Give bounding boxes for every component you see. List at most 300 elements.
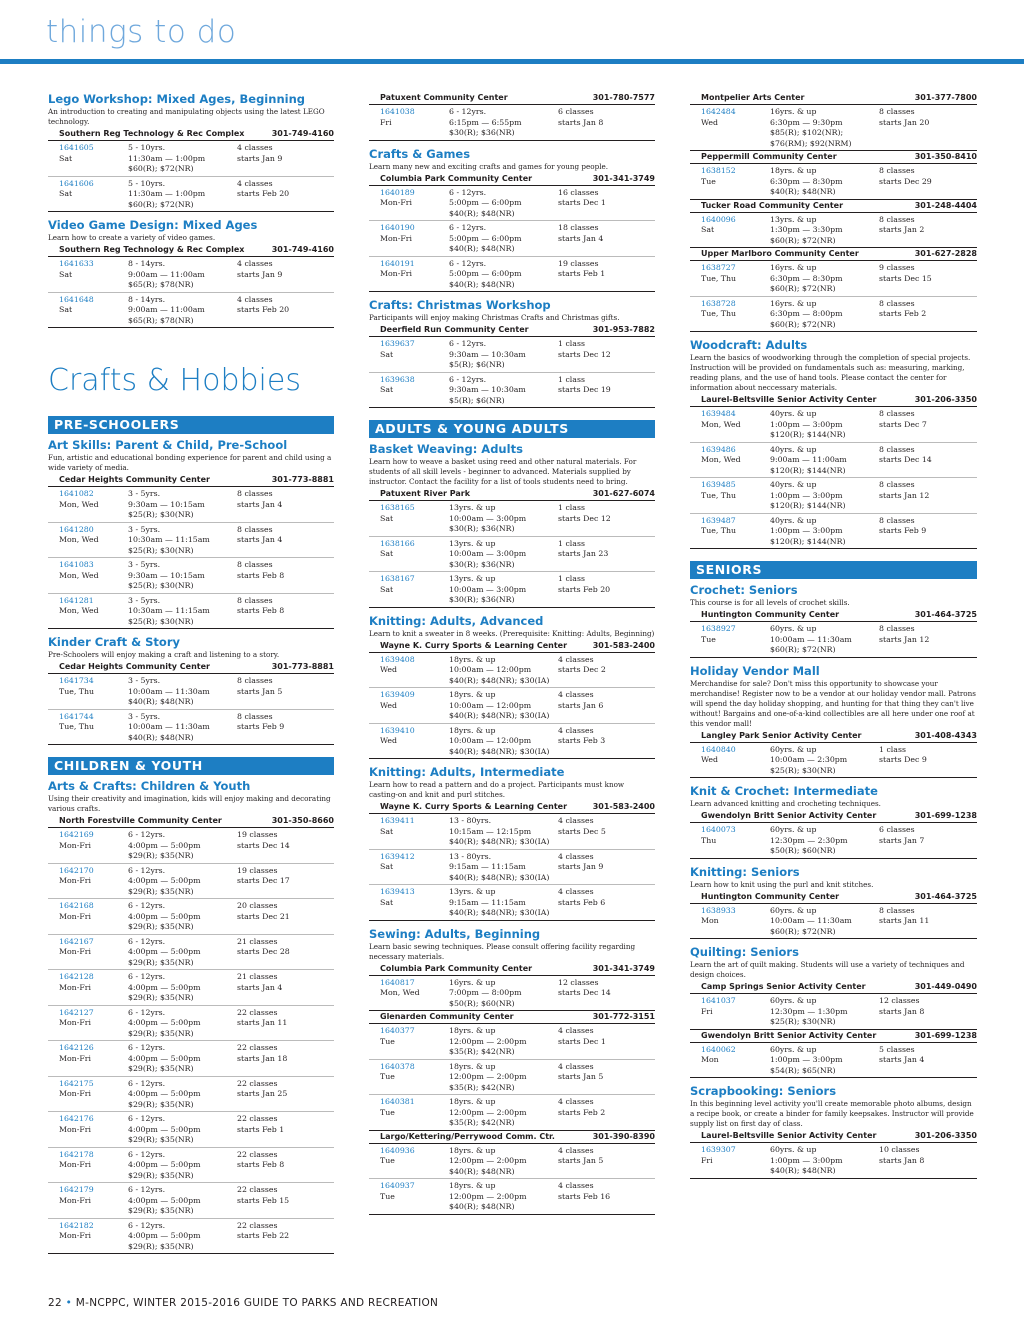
class-days: Mon-Fri [59, 1124, 91, 1134]
class-time: 9:00am — 11:00am [128, 269, 205, 279]
class-details-cell [449, 816, 558, 848]
class-number-link[interactable]: 1642182 [59, 1220, 94, 1230]
location-name: Wayne K. Curry Sports & Learning Center [380, 640, 568, 650]
class-time: 9:30am — 10:30am [449, 349, 526, 359]
class-code-cell [701, 516, 770, 548]
class-number-link[interactable]: 1638167 [380, 574, 415, 583]
class-start: starts Dec 14 [237, 840, 290, 850]
class-time: 1:00pm — 3:00pm [770, 490, 843, 500]
class-schedule-cell [558, 1146, 653, 1178]
location-name: Peppermill Community Center [701, 152, 837, 161]
class-time: 4:00pm — 5:00pm [128, 1231, 201, 1240]
location-name: Cedar Heights Community Center [59, 662, 210, 671]
class-number-link[interactable]: 1641648 [59, 294, 94, 304]
class-row [690, 1043, 977, 1079]
class-start: starts Feb 20 [237, 189, 290, 198]
class-days: Mon, Wed [701, 419, 741, 429]
class-number-link[interactable]: 1639412 [380, 851, 415, 861]
class-row [690, 823, 977, 859]
class-details-cell [770, 107, 879, 149]
class-number-link[interactable]: 1639487 [701, 515, 736, 525]
class-code-cell [380, 655, 449, 687]
class-schedule-cell [237, 972, 332, 1004]
location-name: Huntington Community Center [701, 610, 840, 619]
course-description: Learn advanced knitting and crocheting techniques. [690, 799, 881, 808]
class-number-link[interactable]: 1640190 [380, 223, 415, 232]
class-number-link[interactable]: 1641606 [59, 178, 94, 188]
class-details-cell [449, 259, 558, 291]
class-code-cell [59, 1043, 128, 1075]
course-title: Kinder Craft & Story [48, 635, 181, 649]
class-code-cell [380, 816, 449, 848]
class-time: 12:00pm — 2:00pm [449, 1191, 527, 1201]
class-count: 18 classes [558, 223, 599, 232]
class-fee: $29(R); $35(NR) [128, 993, 194, 1002]
class-details-cell [128, 901, 237, 933]
class-count: 4 classes [558, 1061, 594, 1071]
class-number-link[interactable]: 1639637 [380, 339, 415, 348]
class-ages: 6 - 12yrs. [128, 1043, 166, 1052]
location-phone: 301-699-1238 [914, 811, 977, 820]
class-fee: $29(R); $35(NR) [128, 1170, 194, 1180]
class-fee: $30(R); $36(NR) [449, 128, 515, 137]
class-number-link[interactable]: 1638728 [701, 298, 736, 308]
class-row [48, 864, 334, 900]
class-ages: 6 - 12yrs. [128, 1185, 166, 1194]
class-number-link[interactable]: 1642126 [59, 1043, 94, 1052]
class-number-link[interactable]: 1641083 [59, 560, 94, 569]
class-ages: 3 - 5yrs. [128, 711, 161, 721]
class-ages: 16yrs. & up [770, 107, 817, 116]
class-fee: $29(R); $35(NR) [128, 1206, 194, 1215]
class-days: Wed [380, 665, 397, 674]
location-name: Gwendolyn Britt Senior Activity Center [701, 811, 877, 820]
class-time: 1:00pm — 3:00pm [770, 419, 843, 429]
class-code-cell [59, 179, 128, 211]
class-time: 12:00pm — 2:00pm [449, 1156, 527, 1165]
course-title: Quilting: Seniors [690, 945, 799, 959]
footer-text: M-NCPPC, WINTER 2015-2016 GUIDE TO PARKS AND RECREATION [75, 1297, 439, 1309]
class-start: starts Feb 2 [879, 309, 927, 318]
class-fee: $40(R); $48(NR) [449, 244, 515, 253]
course-block [690, 248, 977, 332]
class-days: Wed [701, 117, 718, 127]
course-description: Fun, artistic and educational bonding experience for parent and child using a wide variety of media. [48, 453, 332, 472]
category-seniors: SENIORS [690, 561, 977, 579]
location-phone: 301-449-0490 [914, 982, 977, 991]
class-number-link[interactable]: 1642167 [59, 936, 94, 946]
class-fee: $5(R); $6(NR) [449, 395, 505, 405]
class-schedule-cell [879, 825, 974, 857]
class-details-cell [449, 726, 558, 758]
class-ages: 13yrs. & up [449, 503, 496, 512]
class-days: Tue [701, 176, 716, 186]
location-name: Deerfield Run Community Center [380, 325, 529, 334]
course-description: Learn how to knit using the purl and knit stitches. [690, 879, 874, 889]
location-phone: 301-206-3350 [914, 395, 977, 404]
class-start: starts Jan 4 [237, 535, 283, 544]
class-code-cell [59, 972, 128, 1004]
location-header [369, 173, 655, 186]
class-ages: 60yrs. & up [770, 825, 817, 834]
class-code-cell [59, 830, 128, 862]
location-name: Glenarden Community Center [380, 1012, 514, 1021]
class-row [369, 688, 655, 724]
class-ages: 18yrs. & up [449, 1097, 496, 1106]
class-days: Sat [59, 269, 73, 279]
course-description: Learn the art of quilt making. Students will use a variety of techniques and design choices. [690, 960, 965, 979]
class-code-cell [380, 375, 449, 407]
class-details-cell [128, 712, 237, 744]
class-count: 4 classes [558, 1145, 594, 1155]
class-details-cell [449, 223, 558, 255]
location-name: Largo/Kettering/Perrywood Comm. Ctr. [380, 1131, 555, 1141]
location-phone: 301-341-3749 [592, 173, 655, 183]
location-name: Patuxent River Park [380, 489, 471, 498]
class-fee: $29(R); $35(NR) [128, 1241, 194, 1251]
class-start: starts Dec 1 [558, 1036, 606, 1046]
class-number-link[interactable]: 1640381 [380, 1097, 415, 1106]
class-number-link[interactable]: 1639484 [701, 409, 736, 418]
class-fee: $25(R); $30(NR) [128, 616, 194, 626]
class-fee: $40(R); $48(NR) [449, 279, 515, 289]
class-schedule-cell [879, 624, 974, 656]
class-number-link[interactable]: 1640377 [380, 1026, 415, 1035]
class-start: starts Dec 2 [558, 665, 606, 674]
class-schedule-cell [237, 143, 332, 175]
class-time: 1:00pm — 3:00pm [770, 1155, 843, 1165]
class-start: starts Dec 21 [237, 911, 290, 921]
class-count: 4 classes [237, 259, 273, 268]
course-block [690, 151, 977, 200]
class-number-link[interactable]: 1640062 [701, 1044, 736, 1054]
class-row [369, 337, 655, 373]
location-name: Laurel-Beltsville Senior Activity Center [701, 1131, 877, 1140]
course-title: Basket Weaving: Adults [369, 442, 523, 456]
class-days: Sat [380, 584, 394, 594]
class-schedule-cell [237, 525, 332, 557]
class-fee: $29(R); $35(NR) [128, 1028, 194, 1038]
class-schedule-cell [237, 937, 332, 969]
class-time: 12:30pm — 2:30pm [770, 835, 848, 845]
class-details-cell [770, 480, 879, 512]
class-number-link[interactable]: 1639411 [380, 816, 415, 825]
course-title: Holiday Vendor Mall [690, 663, 820, 678]
class-schedule-cell [879, 1045, 974, 1077]
class-number-link[interactable]: 1642168 [59, 901, 94, 910]
class-details-cell [449, 188, 558, 220]
class-code-cell [701, 263, 770, 295]
class-fee: $40(R); $48(NR) [128, 697, 194, 706]
class-ages: 8 - 14yrs. [128, 294, 166, 304]
class-number-link[interactable]: 1642127 [59, 1007, 94, 1017]
class-days: Tue [701, 634, 716, 644]
class-ages: 5 - 10yrs. [128, 178, 166, 188]
class-details-cell [770, 445, 879, 477]
class-schedule-cell [237, 1079, 332, 1111]
class-count: 4 classes [558, 654, 594, 664]
class-number-link[interactable]: 1640189 [380, 187, 415, 197]
class-ages: 60yrs. & up [770, 1145, 817, 1154]
class-number-link[interactable]: 1641038 [380, 107, 415, 116]
class-days: Mon-Fri [59, 840, 91, 850]
course-block [369, 442, 655, 608]
course-block [48, 779, 334, 1254]
class-fee: $85(R); $102(NR); $76(RM); $92(NRM) [770, 128, 852, 148]
class-number-link[interactable]: 1642176 [59, 1114, 94, 1123]
class-ages: 13yrs. & up [449, 538, 496, 548]
class-row [690, 164, 977, 200]
course-description: Learn basic sewing techniques. Please consult offering facility regarding necessary materials. [369, 941, 636, 961]
course-block [690, 664, 977, 779]
class-schedule-cell [879, 516, 974, 548]
class-start: starts Jan 11 [237, 1018, 288, 1027]
category-adults: ADULTS & YOUNG ADULTS [369, 420, 655, 438]
class-number-link[interactable]: 1642169 [59, 830, 94, 839]
class-details-cell [128, 1008, 237, 1040]
class-code-cell [59, 1114, 128, 1146]
class-schedule-cell [558, 1181, 653, 1213]
class-time: 5:00pm — 6:00pm [449, 269, 522, 278]
class-time: 4:00pm — 5:00pm [128, 1053, 201, 1063]
class-number-link[interactable]: 1638166 [380, 538, 415, 548]
class-number-link[interactable]: 1641280 [59, 524, 94, 534]
class-start: starts Jan 4 [237, 982, 283, 992]
class-row [369, 1095, 655, 1131]
class-number-link[interactable]: 1642175 [59, 1078, 94, 1088]
class-details-cell [128, 866, 237, 898]
column-2 [369, 92, 655, 1215]
course-block [690, 92, 977, 151]
class-days: Mon-Fri [59, 1018, 91, 1027]
class-number-link[interactable]: 1641734 [59, 676, 94, 685]
class-start: starts Jan 6 [558, 700, 604, 710]
class-start: starts Dec 14 [558, 988, 611, 997]
class-ages: 40yrs. & up [770, 480, 817, 489]
class-days: Sat [380, 862, 394, 871]
class-row [48, 523, 334, 559]
class-count: 8 classes [237, 560, 273, 569]
class-number-link[interactable]: 1642128 [59, 972, 94, 981]
class-count: 22 classes [237, 1078, 278, 1088]
class-schedule-cell [558, 503, 653, 535]
class-number-link[interactable]: 1639307 [701, 1145, 736, 1154]
crafts-hobbies-title: Crafts & Hobbies [48, 363, 301, 398]
class-start: starts Jan 4 [237, 499, 283, 509]
class-number-link[interactable]: 1641082 [59, 489, 94, 498]
class-fee: $40(R); $48(NR) [770, 1166, 836, 1175]
class-number-link[interactable]: 1640191 [380, 258, 415, 268]
class-number-link[interactable]: 1641037 [701, 996, 736, 1005]
class-count: 1 class [558, 339, 585, 348]
class-code-cell [380, 259, 449, 291]
course-block [690, 583, 977, 658]
class-start: starts Jan 9 [558, 862, 604, 871]
class-time: 10:00am — 2:30pm [770, 755, 848, 764]
class-fee: $29(R); $35(NR) [128, 922, 194, 931]
location-name: Upper Marlboro Community Center [701, 249, 859, 258]
class-start: starts Feb 9 [237, 722, 285, 731]
location-header [690, 1130, 977, 1143]
class-ages: 40yrs. & up [770, 444, 817, 454]
course-block [369, 765, 655, 921]
class-ages: 18yrs. & up [449, 1026, 496, 1035]
class-number-link[interactable]: 1639485 [701, 480, 736, 489]
class-row [48, 1219, 334, 1255]
class-ages: 5 - 10yrs. [128, 143, 166, 152]
class-ages: 6 - 12yrs. [128, 865, 166, 875]
class-ages: 3 - 5yrs. [128, 595, 161, 605]
class-details-cell [449, 655, 558, 687]
class-details-cell [449, 1097, 558, 1129]
class-ages: 13 - 80yrs. [449, 816, 492, 825]
class-details-cell [449, 887, 558, 919]
class-days: Mon-Fri [59, 1053, 91, 1063]
class-fee: $30(R); $36(NR) [449, 595, 515, 604]
class-start: starts Dec 12 [558, 349, 611, 359]
class-schedule-cell [879, 299, 974, 331]
class-details-cell [128, 295, 237, 327]
class-number-link[interactable]: 1639486 [701, 444, 736, 454]
class-days: Mon [701, 1055, 719, 1064]
class-days: Mon, Wed [59, 570, 99, 580]
class-count: 22 classes [237, 1220, 278, 1230]
class-number-link[interactable]: 1640073 [701, 825, 736, 834]
class-number-link[interactable]: 1640817 [380, 977, 415, 987]
class-row [369, 257, 655, 293]
course-title: Knitting: Adults, Intermediate [369, 765, 565, 779]
location-header [369, 801, 655, 814]
location-name: Laurel-Beltsville Senior Activity Center [701, 395, 877, 404]
class-count: 8 classes [879, 444, 915, 454]
class-count: 1 class [558, 503, 585, 512]
class-time: 6:15pm — 6:55pm [449, 117, 522, 127]
location-header [690, 248, 977, 261]
class-details-cell [770, 299, 879, 331]
location-phone: 301-953-7882 [592, 325, 655, 334]
class-row [369, 572, 655, 608]
class-schedule-cell [558, 690, 653, 722]
class-number-link[interactable]: 1642179 [59, 1185, 94, 1194]
class-number-link[interactable]: 1638152 [701, 166, 736, 175]
class-code-cell [59, 143, 128, 175]
class-time: 10:30am — 11:15am [128, 535, 210, 544]
course-description: Learn how to read a pattern and do a project. Participants must know casting-on and knit and purl stitches. [369, 780, 625, 799]
class-number-link[interactable]: 1640378 [380, 1061, 415, 1071]
class-number-link[interactable]: 1638165 [380, 503, 415, 512]
class-count: 22 classes [237, 1007, 278, 1017]
class-number-link[interactable]: 1641633 [59, 259, 94, 268]
class-row [369, 653, 655, 689]
class-count: 6 classes [558, 107, 594, 116]
class-count: 4 classes [558, 887, 594, 896]
class-days: Tue [380, 1156, 395, 1165]
class-row [690, 1143, 977, 1179]
location-phone: 301-749-4160 [271, 245, 334, 254]
course-description: Learn how to weave a basket using reed and other natural materials. For students of all skill levels - beginner to advanced. Materials supplied by instructor. Contact the facility for a list of tools students need to bring. [369, 457, 637, 486]
course-title: Arts & Crafts: Children & Youth [48, 779, 251, 793]
class-start: starts Jan 8 [879, 1155, 925, 1165]
class-time: 9:30am — 10:15am [128, 499, 205, 509]
class-days: Tue, Thu [701, 273, 737, 283]
class-ages: 40yrs. & up [770, 515, 817, 525]
class-number-link[interactable]: 1639638 [380, 374, 415, 384]
footer-bullet: • [65, 1297, 73, 1309]
class-number-link[interactable]: 1638933 [701, 905, 736, 915]
class-count: 8 classes [879, 166, 915, 175]
location-phone: 301-464-3725 [914, 891, 977, 901]
class-count: 8 classes [879, 480, 915, 489]
class-schedule-cell [558, 1097, 653, 1129]
class-count: 10 classes [879, 1145, 920, 1154]
course-title: Scrapbooking: Seniors [690, 1084, 837, 1098]
class-number-link[interactable]: 1639408 [380, 654, 415, 664]
class-count: 1 class [558, 538, 585, 548]
course-description: An introduction to creating and manipulating objects using the latest LEGO technology. [48, 107, 325, 126]
class-code-cell [701, 215, 770, 247]
class-number-link[interactable]: 1638727 [701, 263, 736, 272]
class-number-link[interactable]: 1642484 [701, 107, 736, 116]
class-number-link[interactable]: 1639410 [380, 725, 415, 735]
class-count: 19 classes [237, 865, 278, 875]
class-count: 8 classes [879, 624, 915, 633]
class-schedule-cell [558, 978, 653, 1010]
class-number-link[interactable]: 1640936 [380, 1145, 415, 1155]
class-number-link[interactable]: 1641744 [59, 711, 94, 721]
class-number-link[interactable]: 1638927 [701, 624, 736, 633]
class-number-link[interactable]: 1640937 [380, 1181, 415, 1190]
class-number-link[interactable]: 1640840 [701, 744, 736, 754]
class-time: 12:00pm — 2:00pm [449, 1072, 527, 1081]
class-row [690, 213, 977, 249]
class-fee: $29(R); $35(NR) [128, 957, 194, 967]
class-ages: 13yrs. & up [770, 214, 817, 224]
class-number-link[interactable]: 1641281 [59, 595, 94, 605]
class-fee: $29(R); $35(NR) [128, 886, 194, 896]
class-count: 4 classes [237, 143, 273, 152]
class-number-link[interactable]: 1639413 [380, 887, 415, 896]
class-schedule-cell [558, 1026, 653, 1058]
class-days: Tue [380, 1191, 395, 1201]
class-fee: $50(R); $60(NR) [449, 998, 515, 1008]
class-days: Thu [701, 835, 717, 845]
class-fee: $60(R); $72(NR) [770, 235, 836, 245]
class-days: Mon-Fri [59, 1089, 91, 1098]
class-ages: 3 - 5yrs. [128, 560, 161, 569]
class-number-link[interactable]: 1639409 [380, 690, 415, 699]
class-code-cell [380, 188, 449, 220]
class-number-link[interactable]: 1641605 [59, 143, 94, 152]
class-schedule-cell [237, 1008, 332, 1040]
class-days: Sat [701, 225, 715, 234]
class-days: Mon-Fri [59, 1195, 91, 1205]
class-number-link[interactable]: 1642170 [59, 865, 94, 875]
class-number-link[interactable]: 1640096 [701, 214, 736, 224]
class-fee: $35(R); $42(NR) [449, 1082, 515, 1092]
class-count: 12 classes [879, 996, 920, 1005]
class-time: 10:00am — 11:30am [770, 916, 852, 925]
location-phone: 301-206-3350 [914, 1131, 977, 1140]
page-header [0, 0, 1024, 62]
class-count: 22 classes [237, 1043, 278, 1052]
class-details-cell [770, 263, 879, 295]
class-details-cell [128, 525, 237, 557]
class-code-cell [59, 259, 128, 291]
class-number-link[interactable]: 1642178 [59, 1149, 94, 1159]
class-code-cell [59, 1079, 128, 1111]
course-block [48, 92, 334, 212]
class-days: Mon, Wed [701, 455, 741, 464]
